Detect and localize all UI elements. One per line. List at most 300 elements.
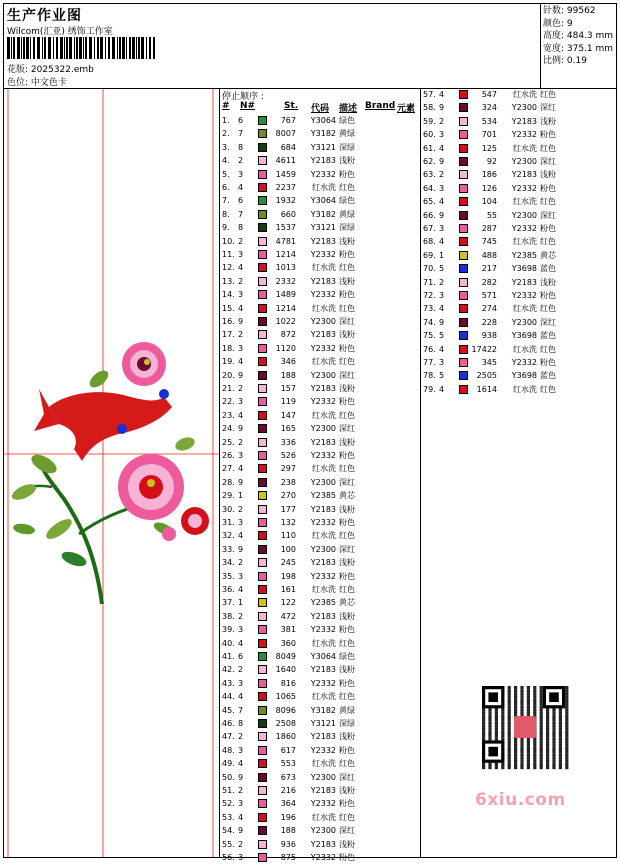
qr-module: [552, 760, 555, 763]
color-swatch: [459, 371, 468, 380]
row-desc: 黄绿: [339, 129, 355, 139]
row-desc: 深红: [339, 317, 355, 326]
table-row: [222, 757, 417, 770]
row-desc: 红色: [339, 303, 355, 313]
table-row: [222, 663, 417, 676]
table-row: [222, 154, 417, 167]
table-row: [222, 838, 417, 851]
row-needle: 2: [238, 437, 244, 447]
row-index: 70.: [423, 264, 436, 274]
row-code: 红水洗: [513, 90, 537, 99]
color-swatch: [459, 345, 468, 354]
qr-module: [565, 712, 568, 715]
qr-module: [546, 724, 549, 727]
row-desc: 深红: [540, 317, 556, 327]
row-stitches: 673: [280, 772, 296, 782]
color-swatch: [258, 799, 267, 808]
color-swatch: [258, 840, 267, 849]
qr-module: [540, 721, 543, 724]
embroidery-preview: [4, 89, 219, 857]
table-row: [222, 355, 417, 368]
qr-module: [559, 731, 562, 734]
row-desc: 浅粉: [540, 277, 556, 287]
table-row: [423, 155, 618, 168]
row-code: Y2300: [310, 370, 336, 380]
qr-module: [559, 728, 562, 731]
qr-module: [565, 753, 568, 756]
table-row: [423, 142, 618, 155]
row-code: Y2332: [310, 250, 336, 259]
row-desc: 浅粉: [339, 276, 355, 286]
row-needle: 9: [238, 370, 244, 380]
row-code: 红水洗: [312, 531, 336, 541]
qr-module: [552, 740, 555, 743]
row-needle: 9: [439, 103, 445, 113]
row-code: 红水洗: [312, 585, 336, 594]
qr-module: [508, 744, 511, 747]
qr-module: [527, 689, 530, 692]
row-stitches: 324: [481, 103, 497, 113]
qr-module: [495, 766, 498, 769]
row-desc: 粉色: [339, 169, 355, 179]
barcode-bar: [132, 37, 135, 59]
table-row: [222, 221, 417, 234]
row-stitches: 684: [280, 142, 296, 152]
row-desc: 红色: [540, 304, 556, 314]
row-stitches: 55: [486, 210, 497, 220]
color-swatch: [459, 291, 468, 300]
table-row: [222, 677, 417, 690]
qr-module: [508, 766, 511, 769]
color-swatch: [258, 464, 267, 473]
barcode-bar: [23, 37, 25, 59]
row-desc: 红色: [339, 183, 355, 192]
qr-module: [482, 737, 485, 740]
row-needle: 3: [238, 290, 244, 300]
row-stitches: 1640: [275, 665, 296, 675]
qr-module: [520, 696, 523, 699]
fish-body: [49, 392, 172, 461]
row-stitches: 472: [280, 611, 296, 621]
row-index: 30.: [222, 504, 235, 514]
barcode-bar: [48, 37, 51, 59]
color-swatch: [258, 237, 267, 246]
row-index: 62.: [423, 157, 436, 166]
qr-module: [546, 712, 549, 715]
row-stitches: 553: [280, 759, 296, 769]
qr-module: [495, 724, 498, 727]
qr-module: [488, 737, 491, 740]
qr-module: [533, 689, 536, 692]
table-row: [423, 115, 618, 128]
qr-module: [520, 708, 523, 711]
fish-accent: [117, 424, 127, 434]
barcode-bar: [56, 37, 58, 59]
qr-module: [508, 721, 511, 724]
row-index: 32.: [222, 531, 235, 541]
table-row: [222, 248, 417, 261]
row-code: Y2385: [310, 491, 336, 501]
row-code: 红水洗: [312, 410, 336, 420]
row-stitches: 1932: [275, 196, 296, 206]
row-index: 10.: [222, 236, 235, 246]
qr-module: [540, 699, 543, 702]
row-desc: 粉色: [339, 290, 355, 300]
row-stitches: 100: [280, 544, 296, 554]
qr-module: [533, 705, 536, 708]
qr-module: [527, 760, 530, 763]
row-desc: 红色: [339, 585, 355, 594]
row-stitches: 4611: [275, 156, 296, 166]
qr-module: [527, 696, 530, 699]
qr-module: [514, 763, 517, 766]
row-needle: 4: [439, 197, 445, 207]
row-index: 49.: [222, 759, 235, 769]
qr-module: [559, 756, 562, 759]
row-desc: 红色: [339, 759, 355, 769]
qr-module: [546, 763, 549, 766]
row-code: Y2300: [310, 544, 336, 554]
row-stitches: 745: [481, 237, 497, 247]
row-needle: 4: [238, 585, 244, 594]
qr-module: [488, 728, 491, 731]
row-code: Y2183: [310, 384, 336, 393]
qr-module: [488, 715, 491, 718]
row-index: 57.: [423, 90, 436, 99]
qr-module: [546, 721, 549, 724]
stat-colors: 颜色: 9: [543, 18, 573, 29]
color-swatch: [258, 250, 267, 259]
row-needle: 7: [238, 705, 244, 715]
row-code: Y2183: [310, 558, 336, 568]
color-swatch: [258, 170, 267, 179]
row-desc: 粉色: [339, 571, 355, 581]
row-needle: 3: [238, 625, 244, 635]
barcode-bar: [76, 37, 78, 59]
row-index: 58.: [423, 103, 436, 113]
qr-module: [546, 734, 549, 737]
row-needle: 9: [238, 317, 244, 326]
qr-module: [501, 708, 504, 711]
qr-module: [527, 750, 530, 753]
qr-seal: [514, 716, 536, 738]
row-code: Y3182: [310, 705, 336, 715]
leaf: [10, 481, 39, 503]
row-index: 47.: [222, 732, 235, 742]
table-row: [222, 328, 417, 341]
table-row: [222, 730, 417, 743]
table-row: [423, 262, 618, 275]
color-swatch: [459, 197, 468, 206]
colorway-label: 色位:: [7, 78, 29, 88]
table-row: [222, 288, 417, 301]
color-swatch: [258, 344, 267, 353]
table-row: [222, 382, 417, 395]
row-stitches: 188: [280, 370, 296, 380]
qr-module: [533, 702, 536, 705]
row-desc: 浅粉: [339, 558, 355, 568]
table-row: [222, 690, 417, 703]
row-code: 红水洗: [513, 344, 537, 354]
qr-module: [508, 737, 511, 740]
row-needle: 3: [238, 745, 244, 755]
color-swatch: [258, 732, 267, 741]
qr-module: [540, 689, 543, 692]
row-code: Y2332: [310, 799, 336, 809]
barcode-bar: [64, 37, 65, 59]
row-stitches: 297: [280, 464, 296, 474]
qr-module: [552, 750, 555, 753]
row-index: 17.: [222, 330, 235, 340]
row-desc: 粉色: [339, 853, 355, 862]
row-desc: 红色: [339, 357, 355, 367]
qr-module: [501, 737, 504, 740]
qr-module: [514, 747, 517, 750]
qr-module: [495, 708, 498, 711]
row-needle: 4: [439, 344, 445, 354]
qr-module: [540, 696, 543, 699]
qr-module: [540, 718, 543, 721]
qr-module: [540, 756, 543, 759]
row-needle: 4: [238, 183, 244, 192]
qr-module: [552, 756, 555, 759]
row-index: 25.: [222, 437, 235, 447]
row-needle: 9: [238, 772, 244, 782]
row-needle: 2: [238, 665, 244, 675]
color-swatch: [258, 558, 267, 567]
col-element: 元素: [397, 104, 416, 114]
row-index: 63.: [423, 170, 436, 180]
color-swatch: [258, 438, 267, 447]
row-needle: 9: [439, 157, 445, 166]
row-code: Y2385: [310, 598, 336, 608]
table-row: [423, 88, 618, 101]
row-index: 26.: [222, 451, 235, 460]
row-code: Y2332: [511, 358, 537, 367]
color-swatch: [258, 143, 267, 152]
barcode-bar: [69, 37, 72, 59]
table-row: [222, 462, 417, 475]
qr-module: [546, 744, 549, 747]
qr-module: [546, 756, 549, 759]
table-row: [222, 235, 417, 248]
row-code: 红水洗: [312, 692, 336, 702]
row-index: 54.: [222, 826, 235, 836]
qr-code: [470, 680, 586, 776]
qr-module: [546, 740, 549, 743]
qr-module: [540, 686, 543, 689]
row-index: 24.: [222, 424, 235, 434]
barcode-bar: [129, 37, 131, 59]
row-needle: 3: [439, 130, 445, 140]
color-swatch: [258, 826, 267, 835]
row-desc: 深绿: [339, 719, 355, 728]
row-code: Y3182: [310, 129, 336, 139]
qr-module: [565, 731, 568, 734]
stat-stitches: 针数: 99562: [543, 6, 596, 16]
row-stitches: 92: [486, 157, 497, 166]
qr-module: [488, 763, 491, 766]
table-row: [222, 409, 417, 422]
row-index: 60.: [423, 130, 436, 140]
qr-module: [540, 708, 543, 711]
row-stitches: 660: [280, 209, 296, 219]
row-desc: 粉色: [540, 291, 556, 300]
color-swatch: [459, 103, 468, 112]
qr-module: [527, 692, 530, 695]
table-row: [222, 342, 417, 355]
table-row: [222, 610, 417, 623]
small-bud: [162, 527, 176, 541]
row-needle: 4: [238, 263, 244, 273]
color-swatch: [258, 612, 267, 621]
row-stitches: 936: [280, 839, 296, 849]
table-row: [222, 436, 417, 449]
qr-module: [559, 760, 562, 763]
barcode-bar: [153, 37, 155, 59]
row-code: Y3121: [310, 223, 336, 233]
row-stitches: 1537: [275, 223, 296, 233]
qr-module: [482, 734, 485, 737]
row-index: 20.: [222, 370, 235, 380]
row-index: 12.: [222, 263, 235, 273]
row-code: Y2300: [310, 424, 336, 434]
barcode-bar: [44, 37, 46, 59]
qr-module: [520, 740, 523, 743]
row-stitches: 119: [280, 397, 296, 407]
row-needle: 4: [238, 759, 244, 769]
row-index: 36.: [222, 585, 235, 594]
row-code: Y2300: [511, 103, 537, 113]
qr-module: [514, 756, 517, 759]
fish-eye: [159, 389, 169, 399]
row-stitches: 938: [481, 331, 497, 341]
table-row: [222, 114, 417, 127]
row-index: 48.: [222, 745, 235, 755]
qr-module: [514, 702, 517, 705]
row-needle: 9: [238, 477, 244, 487]
table-row: [222, 596, 417, 609]
row-index: 67.: [423, 224, 436, 233]
color-swatch: [258, 786, 267, 795]
row-code: Y3182: [310, 209, 336, 219]
qr-module: [520, 756, 523, 759]
qr-module: [533, 712, 536, 715]
qr-module: [552, 721, 555, 724]
qr-module: [546, 760, 549, 763]
table-row: [423, 249, 618, 262]
qr-module: [565, 715, 568, 718]
row-code: 红水洗: [312, 812, 336, 822]
qr-module: [514, 696, 517, 699]
qr-module: [508, 689, 511, 692]
row-code: 红水洗: [513, 304, 537, 314]
row-index: 37.: [222, 598, 235, 608]
row-stitches: 198: [280, 571, 296, 581]
row-needle: 3: [238, 571, 244, 581]
qr-module: [508, 696, 511, 699]
qr-module: [540, 737, 543, 740]
row-desc: 黄芯: [540, 250, 556, 260]
row-needle: 2: [238, 330, 244, 340]
row-desc: 粉色: [339, 799, 355, 809]
color-swatch: [258, 183, 267, 192]
row-stitches: 287: [481, 224, 497, 233]
row-index: 38.: [222, 611, 235, 621]
row-desc: 绿色: [339, 652, 355, 661]
row-needle: 6: [238, 116, 244, 125]
qr-module: [514, 689, 517, 692]
row-desc: 浅粉: [339, 665, 355, 675]
barcode-bar: [85, 37, 87, 59]
color-swatch: [258, 759, 267, 768]
qr-module: [540, 740, 543, 743]
color-swatch: [258, 639, 267, 648]
qr-module: [495, 763, 498, 766]
color-swatch: [258, 196, 267, 205]
barcode-bar: [33, 37, 35, 59]
qr-module: [495, 734, 498, 737]
barcode-bar: [17, 37, 20, 59]
barcode-bar: [117, 37, 118, 59]
qr-module: [495, 712, 498, 715]
row-code: 红水洗: [312, 263, 336, 273]
row-desc: 粉色: [339, 518, 355, 527]
row-code: 红水洗: [312, 464, 336, 474]
row-desc: 深绿: [339, 142, 355, 152]
row-index: 79.: [423, 384, 436, 394]
row-needle: 8: [238, 223, 244, 233]
leaf: [12, 522, 35, 536]
qr-module: [482, 708, 485, 711]
row-index: 9.: [222, 223, 230, 233]
row-needle: 2: [238, 156, 244, 166]
color-swatch: [258, 719, 267, 728]
row-desc: 蓝色: [540, 331, 556, 341]
barcode-bar: [83, 37, 84, 59]
row-stitches: 571: [481, 291, 497, 300]
color-swatch: [258, 531, 267, 540]
table-row: [222, 529, 417, 542]
row-stitches: 1065: [275, 692, 296, 702]
barcode-bar: [37, 37, 40, 59]
qr-module: [520, 760, 523, 763]
qr-module: [559, 737, 562, 740]
row-needle: 8: [238, 719, 244, 728]
row-code: 红水洗: [513, 237, 537, 247]
row-desc: 红色: [339, 464, 355, 474]
qr-module: [508, 708, 511, 711]
qr-module: [565, 705, 568, 708]
qr-module: [501, 763, 504, 766]
qr-module: [565, 756, 568, 759]
row-stitches: 238: [280, 477, 296, 487]
row-index: 28.: [222, 477, 235, 487]
row-needle: 9: [439, 317, 445, 327]
barcode-bar: [74, 37, 75, 59]
row-index: 34.: [222, 558, 235, 568]
qr-module: [559, 740, 562, 743]
row-stitches: 125: [481, 143, 497, 153]
qr-module: [533, 763, 536, 766]
row-needle: 3: [238, 397, 244, 407]
row-code: Y3698: [511, 264, 537, 274]
row-stitches: 8096: [275, 705, 296, 715]
qr-module: [552, 734, 555, 737]
color-swatch: [258, 773, 267, 782]
row-desc: 浅粉: [339, 437, 355, 447]
row-index: 76.: [423, 344, 436, 354]
